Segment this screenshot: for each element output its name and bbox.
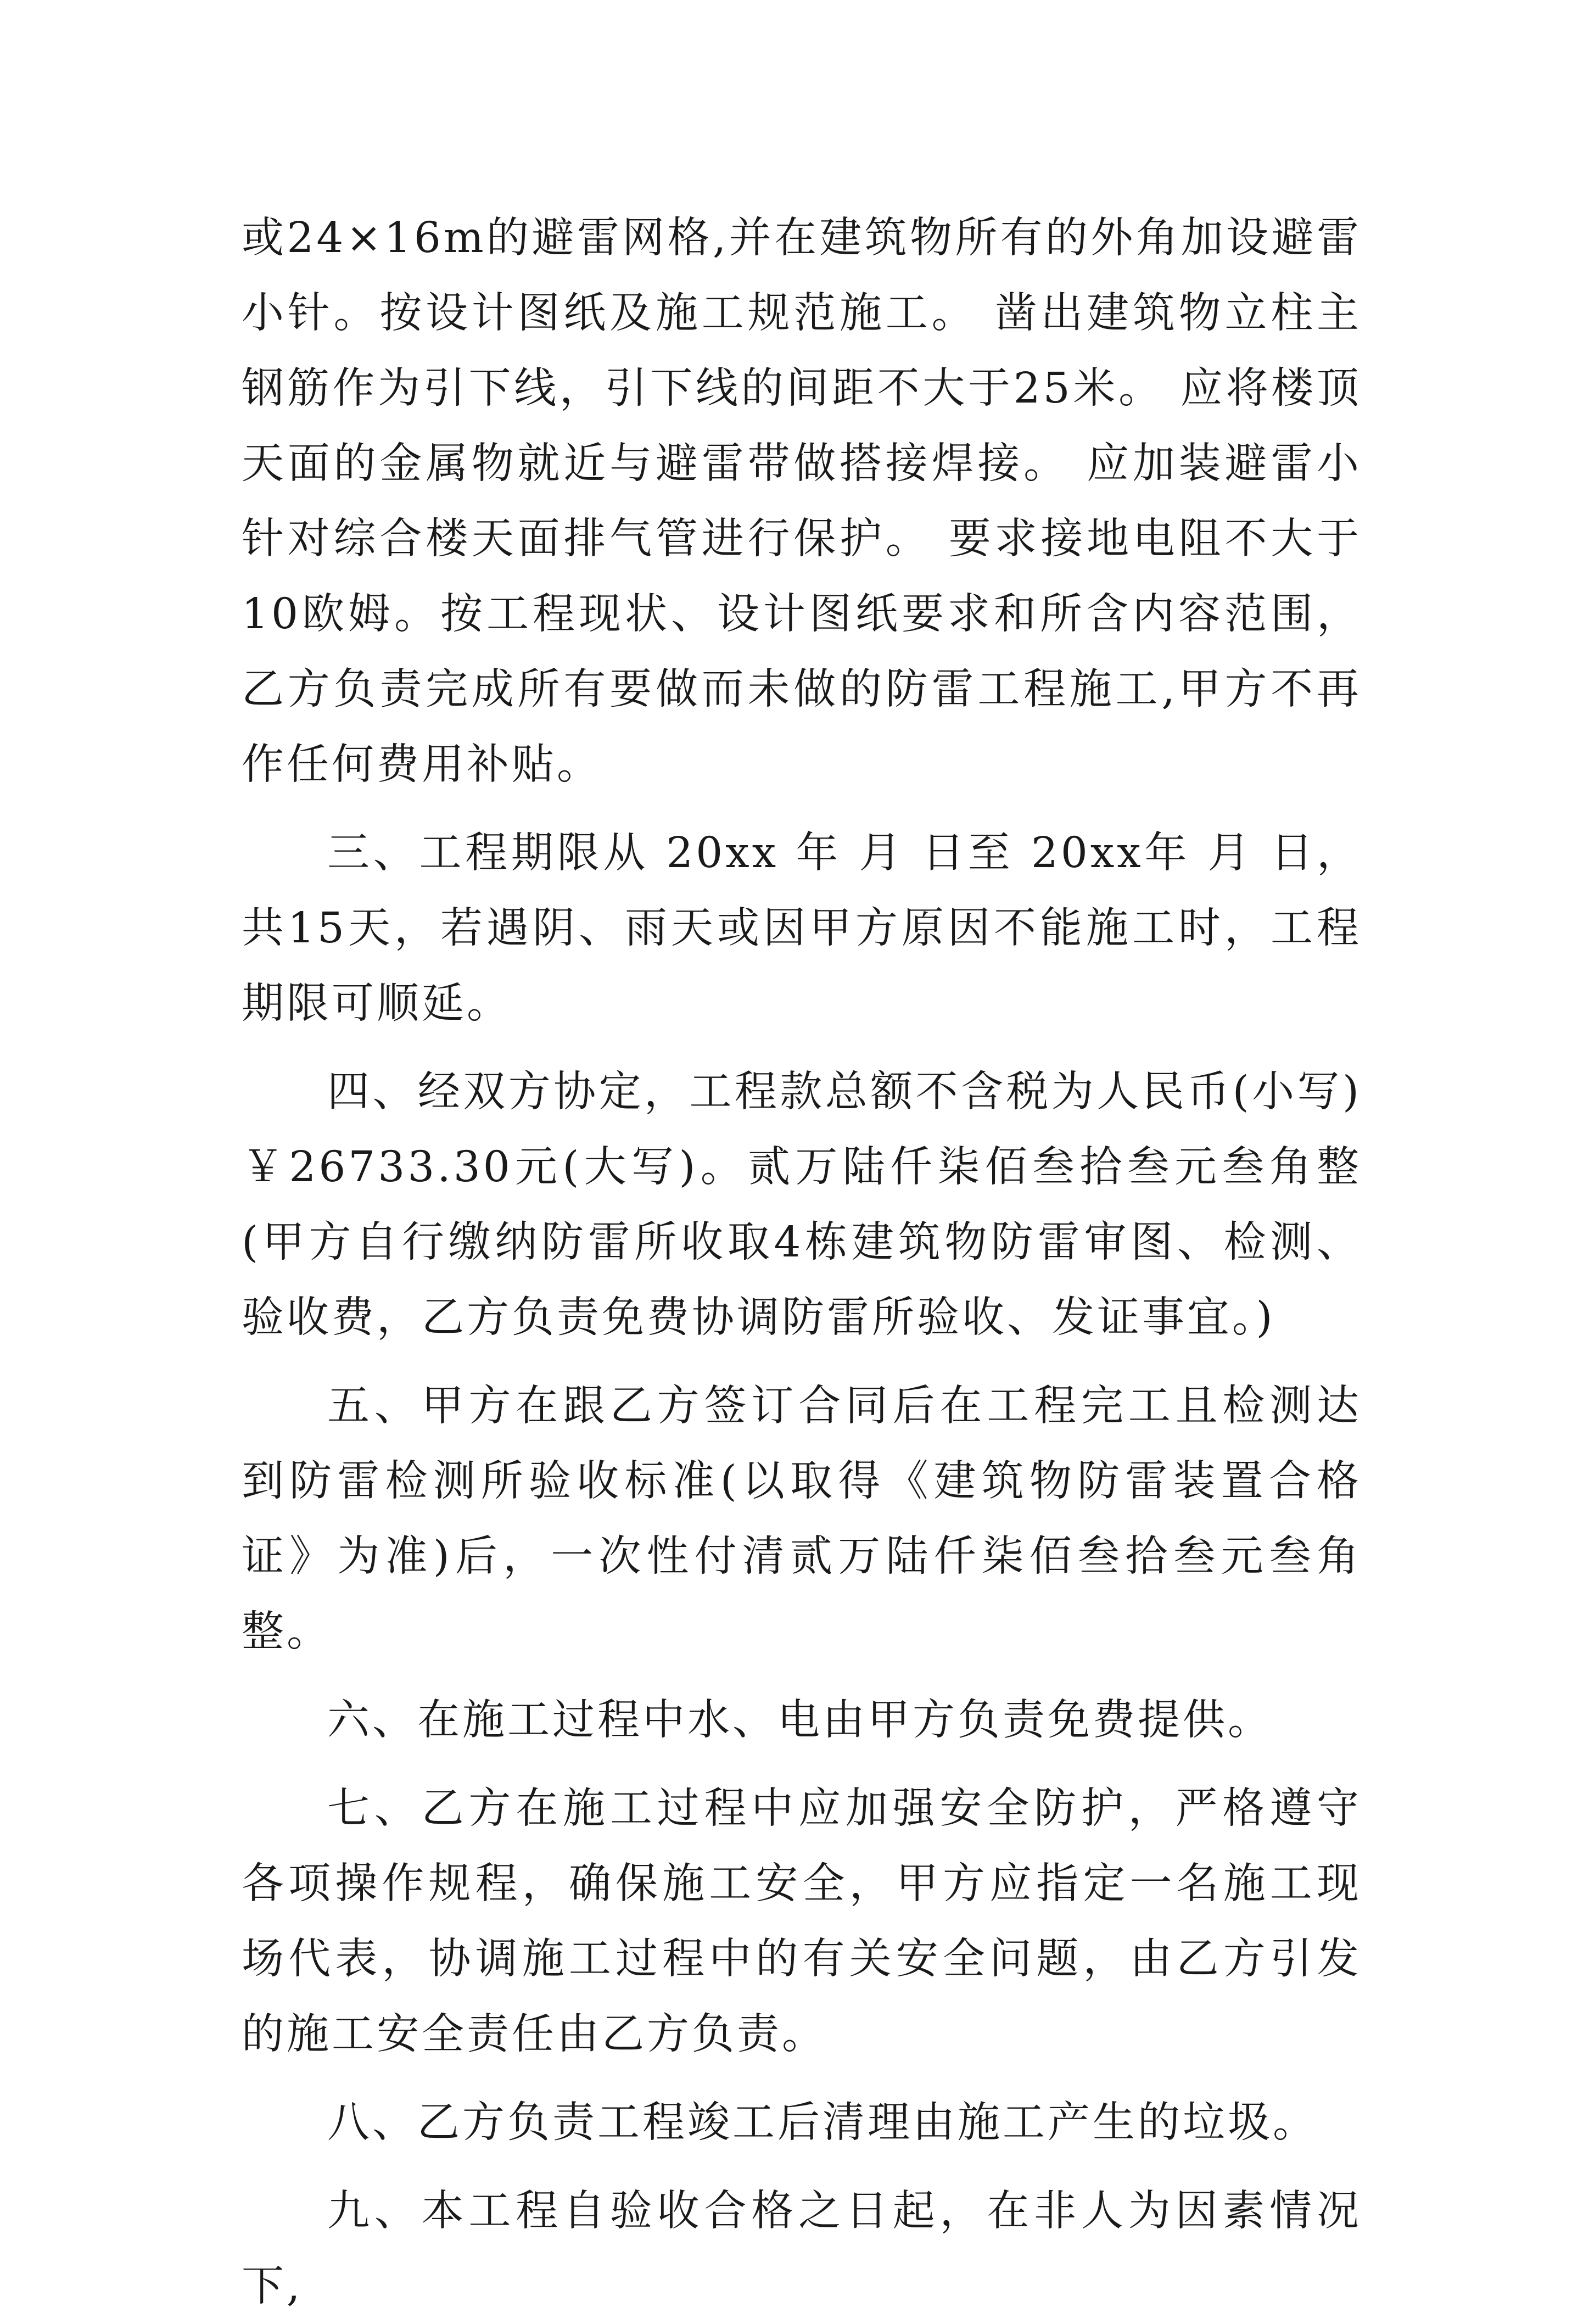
paragraph-5-payment-terms: 五、甲方在跟乙方签订合同后在工程完工且检测达到防雷检测所验收标准(以取得《建筑物防雷装置合格证》为准)后，一次性付清贰万陆仟柒佰叁拾叁元叁角整。 [242, 1382, 1362, 1656]
contract-body [242, 200, 1362, 2324]
paragraph-3-construction-period: 三、工程期限从 20xx 年 月 日至 20xx年 月 日，共15天，若遇阴、雨天或因甲方原因不能施工时，工程期限可顺延。 [242, 829, 1362, 1028]
paragraph-9-warranty: 九、本工程自验收合格之日起，在非人为因素情况下, [242, 2187, 1362, 2311]
paragraph-6-utilities: 六、在施工过程中水、电由甲方负责免费提供。 [327, 1696, 1273, 1745]
paragraph-4-contract-price: 四、经双方协定，工程款总额不含税为人民币(小写)￥26733.30元(大写)。贰万陆仟柒佰叁拾叁元叁角整(甲方自行缴纳防雷所收取4栋建筑物防雷审图、检测、验收费，乙方负责免费协调防雷所验收、发证事宜。) [242, 1068, 1362, 1342]
paragraph-lightning-grid-specs: 或24×16m的避雷网格,并在建筑物所有的外角加设避雷小针。按设计图纸及施工规范施工。 凿出建筑物立柱主钢筋作为引下线，引下线的间距不大于25米。 应将楼顶天面的金属物就近与避雷带做搭接焊接。 应加装避雷小针对综合楼天面排气管进行保护。 要求接地电阻不大于10欧姆。按工程现状、设计图纸要求和所含内容范围，乙方负责完成所有要做而未做的防雷工程施工,甲方不再作任何费用补贴。 [242, 214, 1362, 789]
paragraph-7-safety: 七、乙方在施工过程中应加强安全防护，严格遵守各项操作规程，确保施工安全，甲方应指定一名施工现场代表，协调施工过程中的有关安全问题，由乙方引发的施工安全责任由乙方负责。 [242, 1784, 1362, 2059]
paragraph-8-cleanup: 八、乙方负责工程竣工后清理由施工产生的垃圾。 [327, 2098, 1318, 2147]
